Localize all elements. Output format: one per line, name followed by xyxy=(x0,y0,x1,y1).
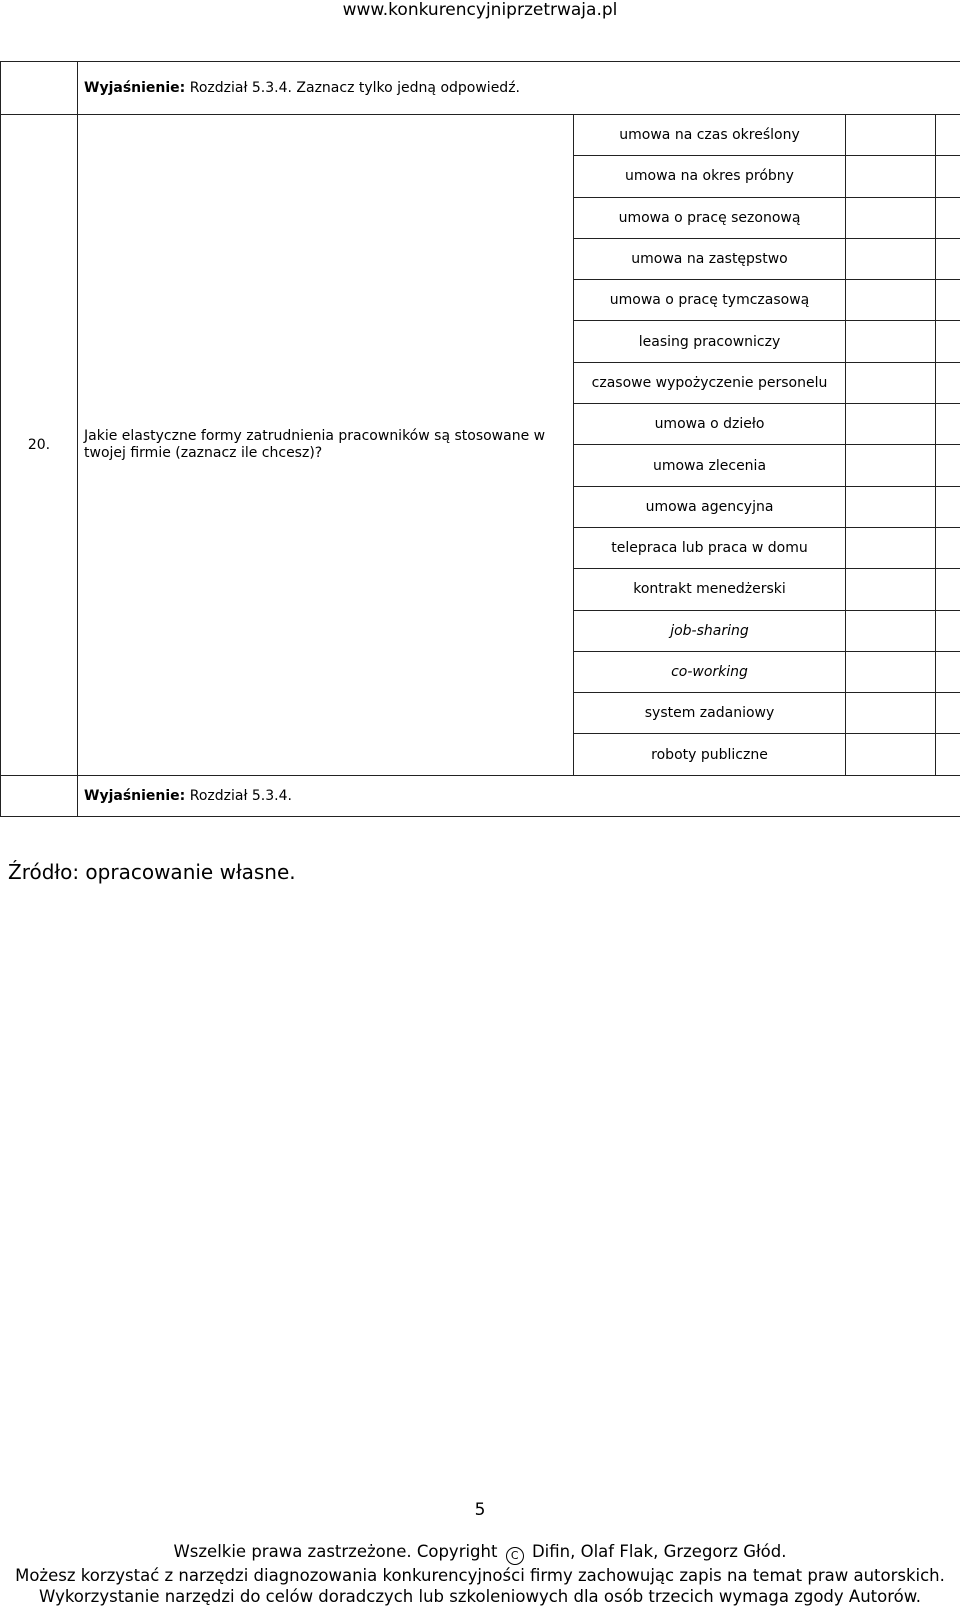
option-label: umowa o pracę sezonową xyxy=(574,197,846,238)
question-text: Jakie elastyczne formy zatrudnienia pracowników są stosowane w twojej firmie (zaznacz ile chcesz)? xyxy=(78,115,574,776)
option-answer-box[interactable] xyxy=(846,734,936,775)
option-edge-cell xyxy=(936,238,960,279)
questionnaire-table xyxy=(0,61,960,817)
option-edge-cell xyxy=(936,362,960,403)
option-label: telepraca lub praca w domu xyxy=(574,527,846,568)
explanation-text: Rozdział 5.3.4. xyxy=(189,787,292,804)
option-edge-cell xyxy=(936,610,960,651)
empty-cell xyxy=(1,775,78,816)
option-label: roboty publiczne xyxy=(574,734,846,775)
option-answer-box[interactable] xyxy=(846,651,936,692)
option-label: system zadaniowy xyxy=(574,693,846,734)
page-number: 5 xyxy=(474,1500,486,1520)
copyright-icon: C xyxy=(506,1547,524,1565)
option-label: umowa agencyjna xyxy=(574,486,846,527)
option-answer-box[interactable] xyxy=(846,238,936,279)
option-edge-cell xyxy=(936,321,960,362)
option-answer-box[interactable] xyxy=(846,569,936,610)
options-body xyxy=(1,115,960,776)
question-explanation xyxy=(78,775,960,816)
footer xyxy=(0,1541,960,1607)
option-answer-box[interactable] xyxy=(846,486,936,527)
option-answer-box[interactable] xyxy=(846,197,936,238)
option-label xyxy=(574,651,846,692)
option-edge-cell xyxy=(936,527,960,568)
option-answer-box[interactable] xyxy=(846,115,936,156)
option-answer-box[interactable] xyxy=(846,527,936,568)
option-edge-cell xyxy=(936,734,960,775)
option-edge-cell xyxy=(936,115,960,156)
option-edge-cell xyxy=(936,156,960,197)
option-label: kontrakt menedżerski xyxy=(574,569,846,610)
header-url: www.konkurencyjniprzetrwaja.pl xyxy=(342,0,618,20)
option-edge-cell xyxy=(936,486,960,527)
footer-copyright-pre: Wszelkie prawa zastrzeżone. Copyright xyxy=(173,1542,498,1561)
option-answer-box[interactable] xyxy=(846,610,936,651)
option-label xyxy=(574,610,846,651)
option-answer-box[interactable] xyxy=(846,156,936,197)
option-edge-cell xyxy=(936,569,960,610)
source-note: Źródło: opracowanie własne. xyxy=(8,860,296,884)
footer-copyright-line xyxy=(0,1541,960,1565)
option-edge-cell xyxy=(936,651,960,692)
option-label-text: job-sharing xyxy=(670,622,749,639)
footer-consent-line: Wykorzystanie narzędzi do celów doradczych lub szkoleniowych dla osób trzecich wymaga zgody Autorów. xyxy=(39,1587,921,1606)
footer-usage-line: Możesz korzystać z narzędzi diagnozowania konkurencyjności firmy zachowując zapis na temat praw autorskich. xyxy=(15,1566,945,1585)
explanation-label: Wyjaśnienie: xyxy=(84,787,186,804)
option-edge-cell xyxy=(936,693,960,734)
explanation-text: Rozdział 5.3.4. Zaznacz tylko jedną odpowiedź. xyxy=(189,80,520,96)
option-label: umowa na okres próbny xyxy=(574,156,846,197)
top-explanation-row xyxy=(1,62,960,115)
option-label: umowa o pracę tymczasową xyxy=(574,280,846,321)
option-label: umowa na czas określony xyxy=(574,115,846,156)
option-label: umowa na zastępstwo xyxy=(574,238,846,279)
footer-copyright-post: Difin, Olaf Flak, Grzegorz Głód. xyxy=(531,1542,787,1561)
option-edge-cell xyxy=(936,280,960,321)
option-edge-cell xyxy=(936,404,960,445)
option-label-text: co-working xyxy=(671,664,748,680)
option-answer-box[interactable] xyxy=(846,280,936,321)
explanation-label: Wyjaśnienie: xyxy=(84,80,186,96)
option-edge-cell xyxy=(936,445,960,486)
question-explanation-row xyxy=(1,775,960,816)
option-answer-box[interactable] xyxy=(846,445,936,486)
option-label: umowa zlecenia xyxy=(574,445,846,486)
option-label: czasowe wypożyczenie personelu xyxy=(574,362,846,403)
option-label: umowa o dzieło xyxy=(574,404,846,445)
option-answer-box[interactable] xyxy=(846,693,936,734)
option-answer-box[interactable] xyxy=(846,362,936,403)
question-number: 20. xyxy=(1,115,78,776)
option-answer-box[interactable] xyxy=(846,321,936,362)
option-row xyxy=(1,115,960,156)
option-label: leasing pracowniczy xyxy=(574,321,846,362)
top-explanation xyxy=(78,62,960,115)
option-edge-cell xyxy=(936,197,960,238)
empty-cell xyxy=(1,62,78,115)
option-answer-box[interactable] xyxy=(846,404,936,445)
